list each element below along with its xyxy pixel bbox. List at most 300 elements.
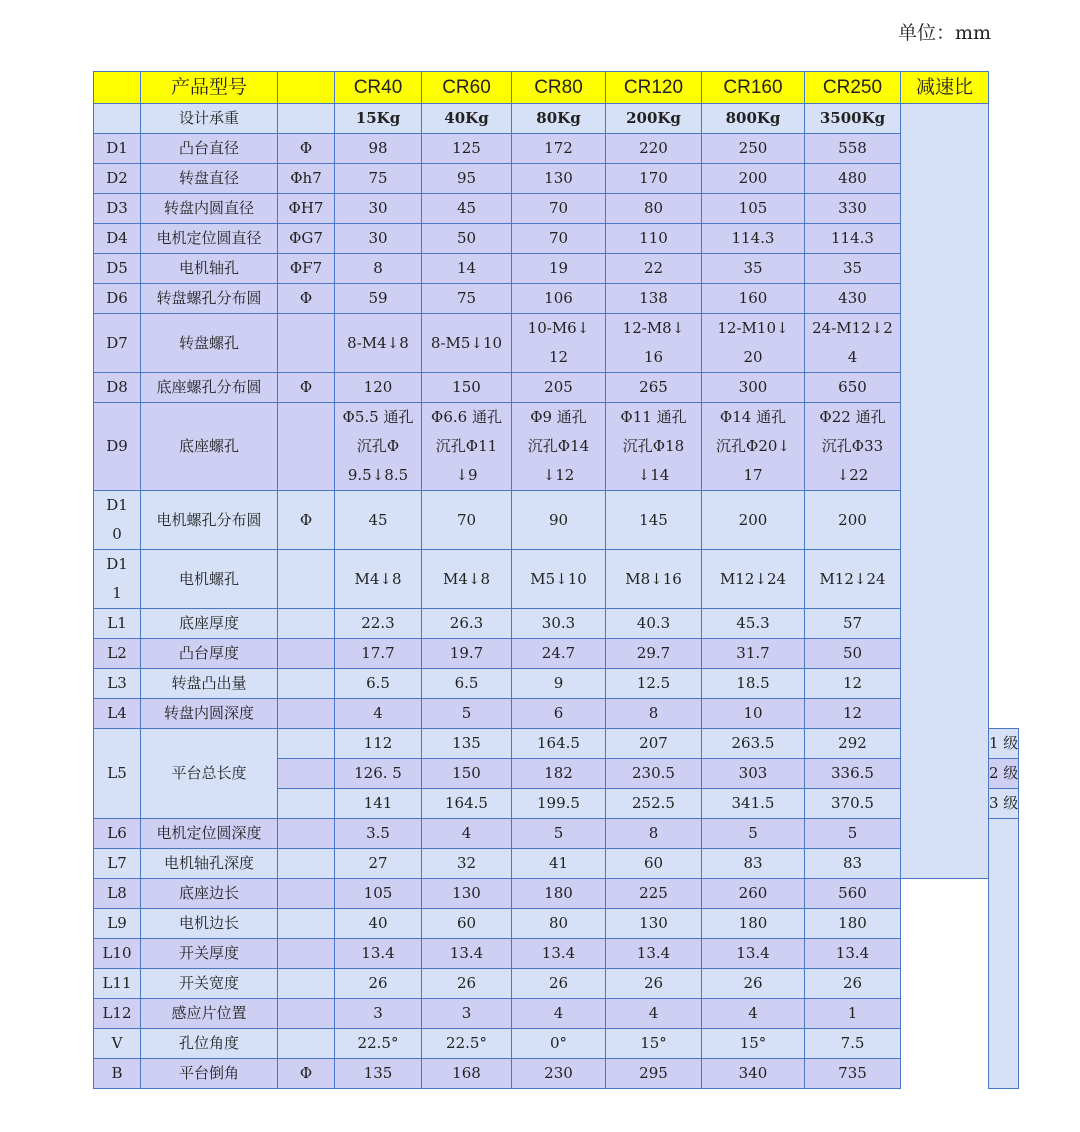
param-name: 电机轴孔深度 — [141, 849, 278, 879]
value-cell: 22.5° — [335, 1029, 422, 1059]
value-cell: 250 — [702, 134, 805, 164]
value-cell: 164.5 — [512, 729, 606, 759]
value-cell: 95 — [422, 164, 512, 194]
value-cell: 75 — [335, 164, 422, 194]
cell-line: Φ5.5 通孔 — [342, 408, 414, 426]
value-cell: 303 — [702, 759, 805, 789]
cell-line: ↓12 — [542, 466, 575, 484]
value-cell: 98 — [335, 134, 422, 164]
cell-line: D1 — [106, 496, 128, 514]
value-cell: 199.5 — [512, 789, 606, 819]
value-cell: 7.5 — [805, 1029, 901, 1059]
value-cell: 9 — [512, 669, 606, 699]
value-cell: 220 — [606, 134, 702, 164]
value-cell: 80 — [606, 194, 702, 224]
value-cell — [805, 403, 901, 491]
param-name: 底座边长 — [141, 879, 278, 909]
symbol-cell — [278, 879, 335, 909]
data-row — [94, 164, 1019, 194]
cell-line: ↓22 — [836, 466, 869, 484]
value-cell: 230.5 — [606, 759, 702, 789]
value-cell: 650 — [805, 373, 901, 403]
value-cell: 22 — [606, 254, 702, 284]
value-cell: 60 — [606, 849, 702, 879]
code-cell: V — [94, 1029, 141, 1059]
value-cell: 70 — [512, 194, 606, 224]
value-cell: 125 — [422, 134, 512, 164]
load-value: 15Kg — [335, 104, 422, 134]
value-cell: 70 — [422, 491, 512, 550]
value-cell: 6.5 — [422, 669, 512, 699]
load-value: 3500Kg — [805, 104, 901, 134]
symbol-cell — [278, 669, 335, 699]
data-row — [94, 849, 1019, 879]
value-cell: 207 — [606, 729, 702, 759]
value-cell: 8 — [606, 699, 702, 729]
param-name: 电机定位圆直径 — [141, 224, 278, 254]
code-cell: L6 — [94, 819, 141, 849]
value-cell: 336.5 — [805, 759, 901, 789]
symbol-cell — [278, 849, 335, 879]
model-header-cr250: CR250 — [805, 72, 901, 104]
value-cell: 13.4 — [606, 939, 702, 969]
code-cell: D4 — [94, 224, 141, 254]
header-row — [94, 72, 1019, 104]
data-row — [94, 939, 1019, 969]
value-cell: 3 — [422, 999, 512, 1029]
value-cell: 300 — [702, 373, 805, 403]
value-cell: 135 — [335, 1059, 422, 1089]
symbol-cell — [278, 729, 335, 759]
value-cell: 32 — [422, 849, 512, 879]
value-cell: 145 — [606, 491, 702, 550]
value-cell: 150 — [422, 373, 512, 403]
param-name: 转盘螺孔 — [141, 314, 278, 373]
value-cell: 50 — [805, 639, 901, 669]
value-cell: 4 — [702, 999, 805, 1029]
model-header-cr80: CR80 — [512, 72, 606, 104]
code-cell: D1 — [94, 134, 141, 164]
value-cell: 200 — [702, 491, 805, 550]
cell-line: 0 — [112, 525, 122, 543]
data-row — [94, 1059, 1019, 1089]
value-cell: 340 — [702, 1059, 805, 1089]
value-cell: 80 — [512, 909, 606, 939]
value-cell: 4 — [335, 699, 422, 729]
symbol-cell — [278, 639, 335, 669]
value-cell: 135 — [422, 729, 512, 759]
load-value: 80Kg — [512, 104, 606, 134]
code-cell: B — [94, 1059, 141, 1089]
value-cell: M5↓10 — [512, 550, 606, 609]
cell-line: ↓9 — [455, 466, 478, 484]
symbol-cell — [278, 909, 335, 939]
value-cell: 1 — [805, 999, 901, 1029]
symbol-cell: Φ — [278, 284, 335, 314]
value-cell: 292 — [805, 729, 901, 759]
param-name: 电机边长 — [141, 909, 278, 939]
value-cell: 8 — [335, 254, 422, 284]
symbol-cell: Φ — [278, 373, 335, 403]
value-cell: 114.3 — [702, 224, 805, 254]
param-name: 底座厚度 — [141, 609, 278, 639]
value-cell: 8 — [606, 819, 702, 849]
value-cell: 19.7 — [422, 639, 512, 669]
value-cell: 200 — [702, 164, 805, 194]
cell-line: Φ6.6 通孔 — [431, 408, 502, 426]
value-cell: 558 — [805, 134, 901, 164]
load-value: 200Kg — [606, 104, 702, 134]
value-cell: 70 — [512, 224, 606, 254]
value-cell: M12↓24 — [702, 550, 805, 609]
value-cell — [702, 314, 805, 373]
value-cell: 29.7 — [606, 639, 702, 669]
value-cell: 168 — [422, 1059, 512, 1089]
data-row — [94, 669, 1019, 699]
value-cell: 160 — [702, 284, 805, 314]
header-sym-cell — [278, 72, 335, 104]
value-cell: 180 — [512, 879, 606, 909]
cell-line: 20 — [743, 348, 763, 366]
value-cell: 50 — [422, 224, 512, 254]
cell-line: 沉孔Φ14 — [527, 437, 590, 455]
value-cell: 57 — [805, 609, 901, 639]
value-cell — [335, 403, 422, 491]
code-cell: L2 — [94, 639, 141, 669]
value-cell: 19 — [512, 254, 606, 284]
value-cell: 260 — [702, 879, 805, 909]
load-value: 40Kg — [422, 104, 512, 134]
value-cell: 263.5 — [702, 729, 805, 759]
spec-table — [93, 71, 1019, 1089]
cell-line: 8-M5↓10 — [430, 333, 503, 352]
value-cell: 30.3 — [512, 609, 606, 639]
value-cell: 0° — [512, 1029, 606, 1059]
value-cell: 180 — [805, 909, 901, 939]
value-cell: 735 — [805, 1059, 901, 1089]
cell-line: 沉孔Φ33 — [821, 437, 884, 455]
code-cell: L9 — [94, 909, 141, 939]
value-cell — [805, 314, 901, 373]
code-cell: L1 — [94, 609, 141, 639]
value-cell: 83 — [805, 849, 901, 879]
cell-line: 16 — [643, 348, 664, 366]
symbol-cell — [278, 314, 335, 373]
param-name: 电机轴孔 — [141, 254, 278, 284]
code-cell: D8 — [94, 373, 141, 403]
value-cell: 230 — [512, 1059, 606, 1089]
value-cell: 83 — [702, 849, 805, 879]
value-cell: 141 — [335, 789, 422, 819]
value-cell: 172 — [512, 134, 606, 164]
code-cell: L10 — [94, 939, 141, 969]
symbol-cell: ΦH7 — [278, 194, 335, 224]
value-cell: 45 — [335, 491, 422, 550]
value-cell: M8↓16 — [606, 550, 702, 609]
symbol-cell: ΦF7 — [278, 254, 335, 284]
value-cell — [512, 314, 606, 373]
value-cell: 41 — [512, 849, 606, 879]
code-cell: D9 — [94, 403, 141, 491]
data-row — [94, 999, 1019, 1029]
value-cell: 18.5 — [702, 669, 805, 699]
value-cell: 31.7 — [702, 639, 805, 669]
value-cell: 35 — [805, 254, 901, 284]
data-row — [94, 373, 1019, 403]
code-cell: D6 — [94, 284, 141, 314]
value-cell: 105 — [702, 194, 805, 224]
value-cell: 12 — [805, 669, 901, 699]
symbol-cell — [278, 969, 335, 999]
symbol-cell — [278, 789, 335, 819]
cell-line: 24-M12↓2 — [812, 319, 893, 337]
value-cell: 480 — [805, 164, 901, 194]
symbol-cell — [278, 819, 335, 849]
value-cell: 5 — [805, 819, 901, 849]
value-cell: 370.5 — [805, 789, 901, 819]
value-cell: 170 — [606, 164, 702, 194]
unit-label: 单位：mm — [898, 22, 992, 44]
value-cell: 27 — [335, 849, 422, 879]
data-row — [94, 879, 1019, 909]
value-cell: 4 — [422, 819, 512, 849]
value-cell: 75 — [422, 284, 512, 314]
code-cell: D7 — [94, 314, 141, 373]
ratio-cell: 1 级 — [989, 729, 1019, 759]
cell-line: Φ11 通孔 — [620, 408, 687, 426]
value-cell: 252.5 — [606, 789, 702, 819]
value-cell: 35 — [702, 254, 805, 284]
value-cell: 40 — [335, 909, 422, 939]
cell-line: 9.5↓8.5 — [347, 466, 409, 484]
data-row — [94, 699, 1019, 729]
param-name: 孔位角度 — [141, 1029, 278, 1059]
data-row-l5 — [94, 729, 1019, 759]
value-cell — [702, 403, 805, 491]
value-cell: 120 — [335, 373, 422, 403]
data-row — [94, 609, 1019, 639]
data-row-d11 — [94, 550, 1019, 609]
code-cell: D3 — [94, 194, 141, 224]
value-cell: 430 — [805, 284, 901, 314]
model-header-cr160: CR160 — [702, 72, 805, 104]
param-name: 转盘螺孔分布圆 — [141, 284, 278, 314]
value-cell: 295 — [606, 1059, 702, 1089]
value-cell: 5 — [422, 699, 512, 729]
value-cell: 15° — [702, 1029, 805, 1059]
value-cell: 200 — [805, 491, 901, 550]
value-cell: 126. 5 — [335, 759, 422, 789]
cell-line: 沉孔Φ20↓ — [716, 437, 790, 455]
value-cell: 22.5° — [422, 1029, 512, 1059]
header-name-cell: 产品型号 — [141, 72, 278, 104]
value-cell: 30 — [335, 224, 422, 254]
ratio-cell: 3 级 — [989, 789, 1019, 819]
symbol-cell — [278, 699, 335, 729]
value-cell: 30 — [335, 194, 422, 224]
param-name: 开关厚度 — [141, 939, 278, 969]
value-cell: 265 — [606, 373, 702, 403]
cell-line: 8-M4↓8 — [347, 333, 409, 352]
value-cell: 4 — [512, 999, 606, 1029]
value-cell: 45 — [422, 194, 512, 224]
load-row — [94, 104, 1019, 134]
value-cell — [335, 314, 422, 373]
value-cell: 110 — [606, 224, 702, 254]
value-cell: 205 — [512, 373, 606, 403]
data-row — [94, 639, 1019, 669]
value-cell: 13.4 — [702, 939, 805, 969]
value-cell: 13.4 — [805, 939, 901, 969]
value-cell: 14 — [422, 254, 512, 284]
cell-line: Φ14 通孔 — [719, 408, 787, 426]
value-cell: 12.5 — [606, 669, 702, 699]
param-name: 感应片位置 — [141, 999, 278, 1029]
code-cell — [94, 491, 141, 550]
value-cell: 60 — [422, 909, 512, 939]
model-header-cr120: CR120 — [606, 72, 702, 104]
value-cell — [512, 403, 606, 491]
data-row — [94, 819, 1019, 849]
value-cell: 90 — [512, 491, 606, 550]
code-cell: D5 — [94, 254, 141, 284]
param-name: 电机螺孔分布圆 — [141, 491, 278, 550]
symbol-cell: Φ — [278, 134, 335, 164]
value-cell: 15° — [606, 1029, 702, 1059]
param-name: 平台总长度 — [141, 729, 278, 819]
param-name: 转盘内圆直径 — [141, 194, 278, 224]
code-cell: L3 — [94, 669, 141, 699]
value-cell: 3 — [335, 999, 422, 1029]
value-cell: 6.5 — [335, 669, 422, 699]
data-row-d9 — [94, 403, 1019, 491]
param-name: 凸台直径 — [141, 134, 278, 164]
param-name: 转盘凸出量 — [141, 669, 278, 699]
symbol-cell — [278, 403, 335, 491]
data-row — [94, 224, 1019, 254]
value-cell: 4 — [606, 999, 702, 1029]
value-cell: 330 — [805, 194, 901, 224]
param-name: 设计承重 — [141, 104, 278, 134]
value-cell: 24.7 — [512, 639, 606, 669]
value-cell: 45.3 — [702, 609, 805, 639]
value-cell: 138 — [606, 284, 702, 314]
value-cell: 13.4 — [512, 939, 606, 969]
param-name: 凸台厚度 — [141, 639, 278, 669]
data-row — [94, 134, 1019, 164]
value-cell: 26 — [805, 969, 901, 999]
cell-line: ↓14 — [637, 466, 670, 484]
data-row-d10 — [94, 491, 1019, 550]
value-cell: 5 — [702, 819, 805, 849]
code-cell: L12 — [94, 999, 141, 1029]
value-cell: 182 — [512, 759, 606, 789]
code-cell: L4 — [94, 699, 141, 729]
value-cell: 105 — [335, 879, 422, 909]
cell-line: 10-M6↓ — [527, 319, 590, 337]
value-cell: 26 — [606, 969, 702, 999]
symbol-cell — [278, 550, 335, 609]
cell-line: D1 — [106, 555, 128, 573]
value-cell: M4↓8 — [422, 550, 512, 609]
ratio-header-cell: 减速比 — [901, 72, 989, 104]
code-cell: L8 — [94, 879, 141, 909]
value-cell: 130 — [606, 909, 702, 939]
value-cell: 40.3 — [606, 609, 702, 639]
code-cell — [94, 550, 141, 609]
symbol-cell — [278, 104, 335, 134]
value-cell: 130 — [512, 164, 606, 194]
data-row — [94, 1029, 1019, 1059]
cell-line: 12-M8↓ — [622, 319, 685, 337]
ratio-blank-bottom — [989, 819, 1019, 1089]
param-name: 底座螺孔 — [141, 403, 278, 491]
cell-line: 17 — [743, 466, 763, 484]
code-cell: L11 — [94, 969, 141, 999]
cell-line: 4 — [847, 348, 858, 366]
value-cell: 164.5 — [422, 789, 512, 819]
value-cell: 26.3 — [422, 609, 512, 639]
model-header-cr60: CR60 — [422, 72, 512, 104]
ratio-blank-top — [901, 104, 989, 879]
param-name: 开关宽度 — [141, 969, 278, 999]
value-cell — [606, 314, 702, 373]
symbol-cell — [278, 999, 335, 1029]
value-cell: 13.4 — [335, 939, 422, 969]
value-cell: 17.7 — [335, 639, 422, 669]
data-row — [94, 194, 1019, 224]
value-cell: M12↓24 — [805, 550, 901, 609]
data-row — [94, 254, 1019, 284]
value-cell: 22.3 — [335, 609, 422, 639]
value-cell: 26 — [702, 969, 805, 999]
value-cell: 59 — [335, 284, 422, 314]
symbol-cell — [278, 939, 335, 969]
data-row-d7 — [94, 314, 1019, 373]
cell-line: 1 — [112, 584, 122, 602]
value-cell: 560 — [805, 879, 901, 909]
code-cell: L5 — [94, 729, 141, 819]
symbol-cell — [278, 759, 335, 789]
code-cell — [94, 104, 141, 134]
symbol-cell: Φ — [278, 491, 335, 550]
cell-line: 12-M10↓ — [717, 319, 789, 337]
param-name: 平台倒角 — [141, 1059, 278, 1089]
value-cell: 5 — [512, 819, 606, 849]
value-cell: 150 — [422, 759, 512, 789]
cell-line: 沉孔Φ — [356, 437, 400, 455]
cell-line: Φ9 通孔 — [530, 408, 587, 426]
value-cell: 26 — [512, 969, 606, 999]
value-cell: 13.4 — [422, 939, 512, 969]
param-name: 电机定位圆深度 — [141, 819, 278, 849]
symbol-cell — [278, 1029, 335, 1059]
code-cell: D2 — [94, 164, 141, 194]
symbol-cell: Φh7 — [278, 164, 335, 194]
cell-line: Φ22 通孔 — [819, 408, 886, 426]
ratio-cell: 2 级 — [989, 759, 1019, 789]
cell-line: 12 — [548, 348, 569, 366]
param-name: 转盘直径 — [141, 164, 278, 194]
symbol-cell: Φ — [278, 1059, 335, 1089]
data-row — [94, 909, 1019, 939]
value-cell: 106 — [512, 284, 606, 314]
value-cell: 130 — [422, 879, 512, 909]
data-row — [94, 284, 1019, 314]
value-cell: 6 — [512, 699, 606, 729]
code-cell: L7 — [94, 849, 141, 879]
value-cell: 112 — [335, 729, 422, 759]
